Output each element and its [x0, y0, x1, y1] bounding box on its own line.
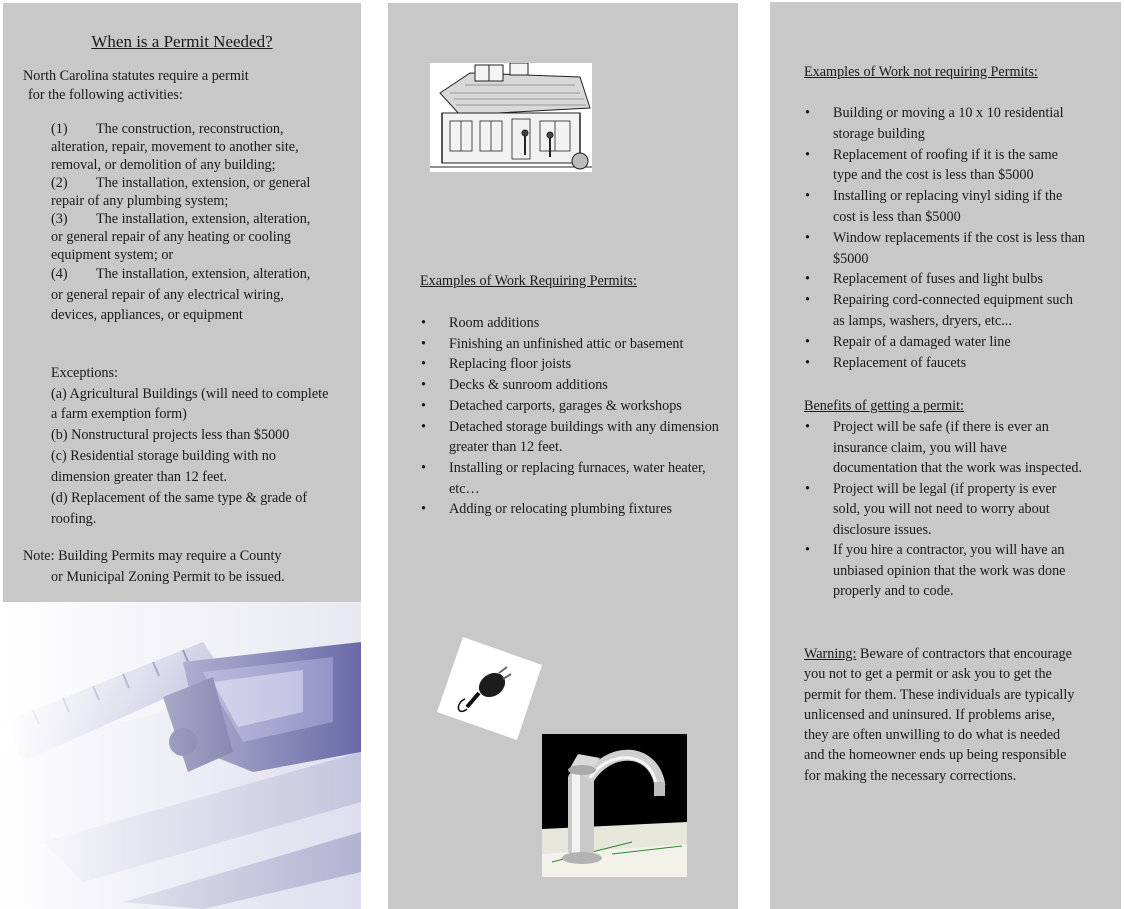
list-item: • Building or moving a 10 x 10 residential storage building [805, 105, 1064, 142]
tape-measure-image [3, 602, 361, 909]
note-text: Note: Building Permits may require a County or Municipal Zoning Permit to be issued. [23, 548, 285, 585]
list-item: • Detached storage buildings with any dimension greater than 12 feet. [421, 418, 719, 456]
list-item: • Repairing cord-connected equipment such as lamps, washers, dryers, etc... [805, 292, 1073, 329]
list-item: • Decks & sunroom additions [421, 377, 608, 394]
benefits-heading: Benefits of getting a permit: [804, 398, 964, 414]
list-item: • Finishing an unfinished attic or basement [421, 335, 684, 352]
statute-list [51, 120, 319, 326]
list-item: • Detached carports, garages & workshops [421, 397, 682, 414]
list-item: • Replacing floor joists [421, 356, 572, 373]
list-item: • Window replacements if the cost is less than $5000 [805, 229, 1085, 267]
exception-item: (d) Replacement of the same type & grade of roofing. [51, 490, 308, 527]
statute-item: (1) The construction, reconstruction, alteration, repair, movement to another site, removal, or demolition of any building; [51, 121, 299, 173]
exception-item: (c) Residential storage building with no dimension greater than 12 feet. [51, 448, 276, 485]
exception-item: (b) Nonstructural projects less than $5000 [51, 427, 290, 444]
statute-item: (4) The installation, extension, alteration, or general repair of any electrical wiring, devices, appliances, or equipment [51, 266, 311, 323]
list-item: • Installing or replacing vinyl siding if the cost is less than $5000 [805, 188, 1063, 225]
list-item: • Project will be safe (if there is ever an insurance claim, you will have documentation that the work was inspected. [805, 419, 1083, 476]
exception-item: (a) Agricultural Buildings (will need to complete a farm exemption form) [51, 385, 329, 423]
exceptions-heading: Exceptions: [51, 365, 118, 381]
list-item: • If you hire a contractor, you will have an unbiased opinion that the work was done properly and to code. [805, 542, 1066, 599]
benefits-list [805, 417, 1085, 602]
intro-text: North Carolina statutes require a permit for the following activities: [23, 68, 249, 103]
requiring-permits-heading: Examples of Work Requiring Permits: [420, 273, 637, 289]
list-item: • Replacement of roofing if it is the same type and the cost is less than $5000 [805, 146, 1058, 184]
statute-item: (3) The installation, extension, alteration, or general repair of any heating or cooling equipment system; or [51, 211, 311, 263]
list-item: • Replacement of fuses and light bulbs [805, 271, 1044, 288]
warning-label: Warning: [804, 646, 857, 662]
list-item: • Replacement of faucets [805, 354, 967, 371]
faucet-image [542, 734, 687, 877]
requiring-permits-list [421, 313, 721, 520]
list-item: • Adding or relocating plumbing fixtures [421, 501, 673, 518]
statute-item: (2) The installation, extension, or general repair of any plumbing system; [51, 175, 311, 209]
exceptions-list [51, 363, 331, 530]
not-requiring-permits-heading: Examples of Work not requiring Permits: [804, 64, 1038, 80]
left-panel [3, 3, 361, 602]
list-item: • Repair of a damaged water line [805, 333, 1011, 350]
page-title: When is a Permit Needed? [91, 32, 273, 51]
list-item: • Project will be legal (if property is ever sold, you will not need to worry about disclosure issues. [805, 480, 1057, 538]
house-sketch-image [430, 63, 592, 172]
electric-plug-image [437, 637, 542, 740]
list-item: • Room additions [421, 315, 540, 331]
warning-text: Warning: Beware of contractors that encourage you not to get a permit or ask you to get the permit for them. These individuals are typically unlicensed and uninsured. If problems arise, they are often unwilling to do what is needed and the homeowner ends up being responsible for making the necessary corrections. [804, 646, 1075, 784]
not-requiring-permits-list [805, 103, 1085, 373]
list-item: • Installing or replacing furnaces, water heater, etc… [421, 459, 706, 497]
